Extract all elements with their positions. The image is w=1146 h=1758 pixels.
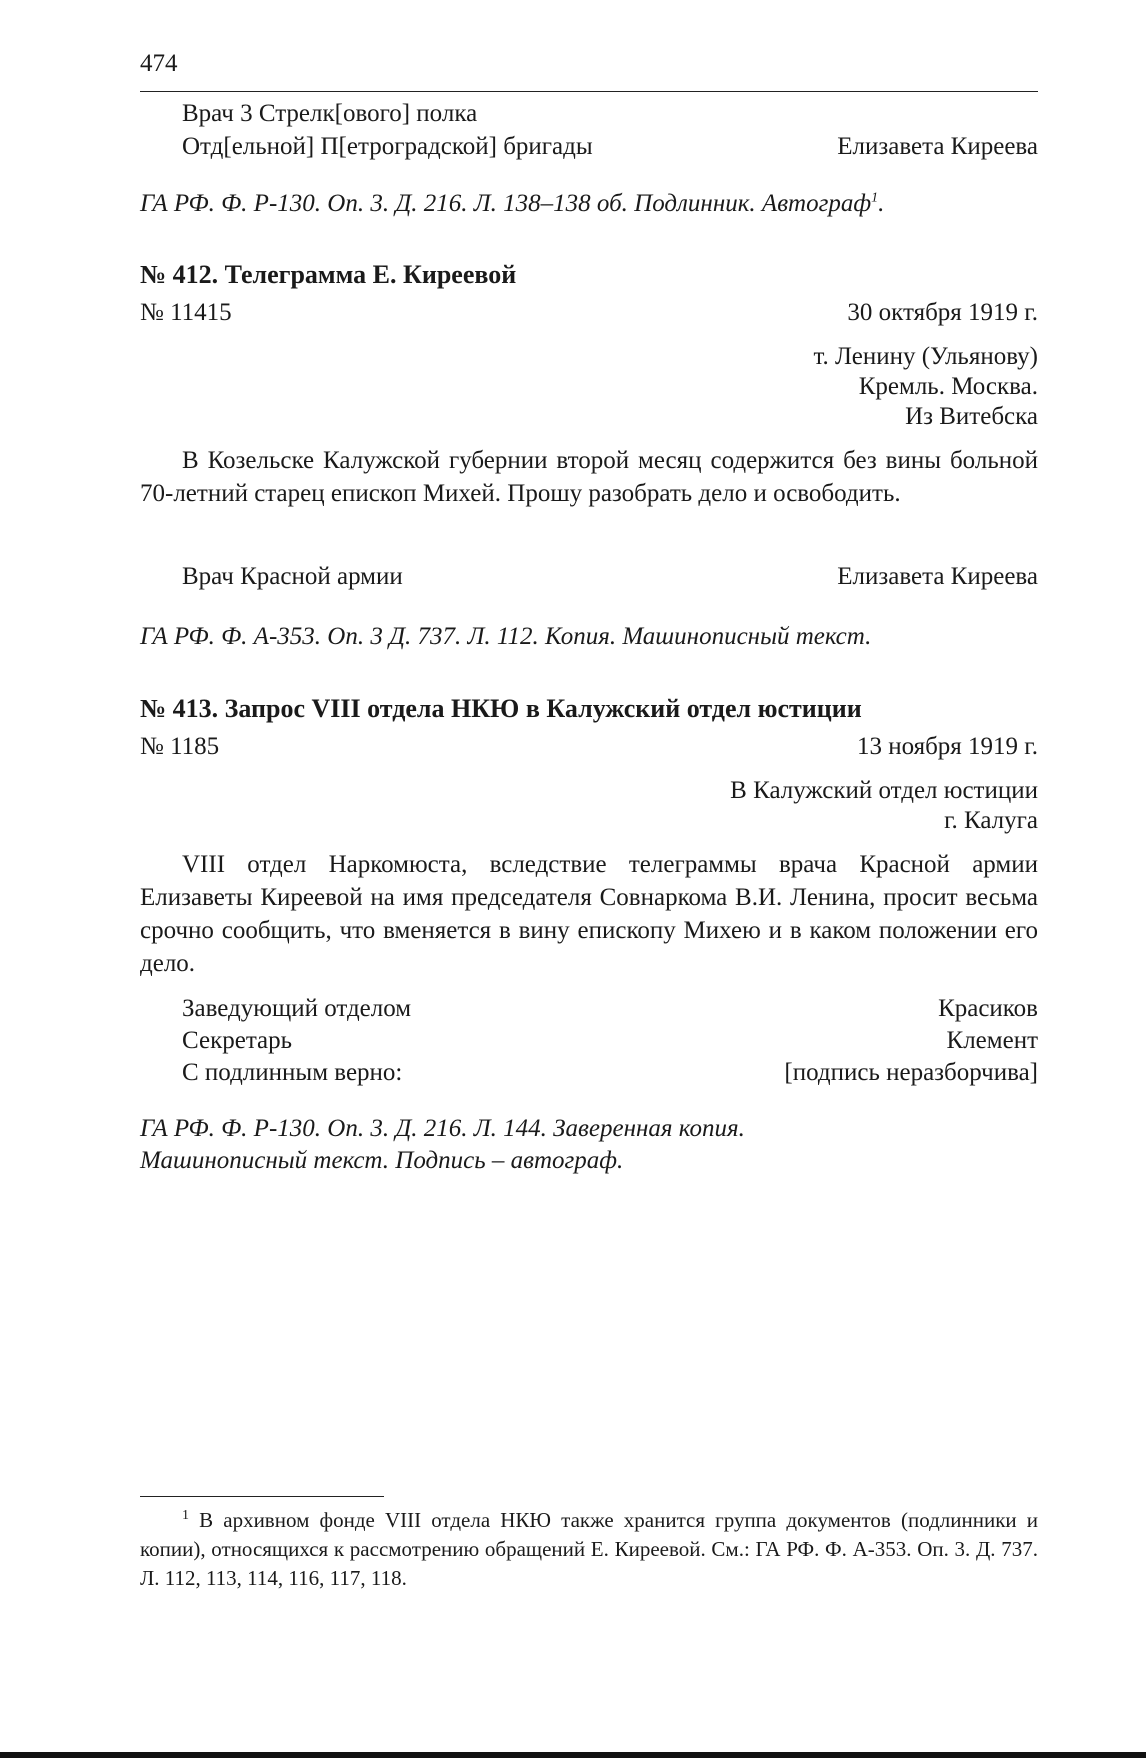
- footnote-text: В архивном фонде VIII отдела НКЮ также хранится группа документов (подлинники и копии), относящихся к рассмотрению обращений Е. Киреевой. См.: ГА РФ. Ф. А-353. Оп. 3. Д. 737. Л. 112, 113, 114, 116, 117, 118.: [140, 1508, 1039, 1590]
- prev-archive-source: ГА РФ. Ф. Р-130. Оп. 3. Д. 216. Л. 138–138 об. Подлинник. Автограф$^1$.: [140, 190, 885, 217]
- doc412-body: В Козельске Калужской губернии второй месяц содержится без вины больной 70-летний старец епископ Михей. Прошу разобрать дело и освободить.: [140, 447, 1038, 507]
- doc412-title: № 412. Телеграмма Е. Киреевой: [140, 260, 517, 289]
- doc413-addressee-2: г. Калуга: [944, 807, 1038, 834]
- doc413-number: № 1185: [140, 733, 220, 760]
- doc413-sig2-name: Клемент: [946, 1027, 1038, 1054]
- footnote-ref: 1: [871, 190, 879, 206]
- doc413-signature-1: [182, 992, 1038, 1025]
- doc413-addressee-1: В Калужский отдел юстиции: [730, 777, 1038, 804]
- doc412-meta: [140, 296, 1038, 329]
- doc413-sig1-name: Красиков: [938, 995, 1038, 1022]
- doc413-sig3-name: [подпись неразборчива]: [784, 1059, 1038, 1086]
- header-rule: [140, 91, 1038, 92]
- doc413-signature-2: [182, 1024, 1038, 1057]
- doc413-archive-source-2: Машинописный текст. Подпись – автограф.: [140, 1147, 624, 1174]
- prev-signature-row: [182, 130, 1038, 163]
- doc412-addressee-3: Из Витебска: [905, 403, 1038, 430]
- doc413-sig2-position: Секретарь: [182, 1027, 293, 1054]
- doc412-number: № 11415: [140, 299, 232, 326]
- doc412-addressee-2: Кремль. Москва.: [858, 373, 1038, 400]
- doc413-signature-3: [182, 1056, 1038, 1089]
- doc413-body: VIII отдел Наркомюста, вследствие телеграммы врача Красной армии Елизаветы Киреевой на имя председателя Совнаркома В.И. Ленина, просит весьма срочно сообщить, что вменяется в вину епископу Михею и в каком положении его дело.: [140, 851, 1038, 977]
- prev-source-text: ГА РФ. Ф. Р-130. Оп. 3. Д. 216. Л. 138–138 об. Подлинник. Автограф: [140, 190, 872, 217]
- doc412-addressee-1: т. Ленину (Ульянову): [813, 343, 1038, 370]
- doc412-date: 30 октября 1919 г.: [847, 299, 1038, 326]
- doc412-archive-source: ГА РФ. Ф. А-353. Оп. 3 Д. 737. Л. 112. Копия. Машинописный текст.: [140, 623, 872, 650]
- doc413-meta: [140, 730, 1038, 763]
- doc412-signer-position: Врач Красной армии: [182, 563, 403, 590]
- prev-signer-position-2: Отд[ельной] П[етроградской] бригады: [182, 133, 593, 160]
- doc413-sig1-position: Заведующий отделом: [182, 995, 412, 1022]
- page-number: 474: [140, 50, 178, 77]
- doc413-title: № 413. Запрос VIII отдела НКЮ в Калужский отдел юстиции: [140, 694, 862, 723]
- footnote-marker: 1: [182, 1508, 189, 1523]
- scan-edge: [0, 1752, 1146, 1758]
- doc413-date: 13 ноября 1919 г.: [856, 733, 1038, 760]
- doc412-signature: [182, 560, 1038, 593]
- footnote: [140, 1506, 1038, 1593]
- footnote-rule: [140, 1496, 384, 1497]
- prev-signer-position-1: Врач 3 Стрелк[ового] полка: [182, 100, 478, 127]
- doc412-signer-name: Елизавета Киреева: [837, 563, 1038, 590]
- page: [140, 0, 1038, 1758]
- doc413-archive-source-1: ГА РФ. Ф. Р-130. Оп. 3. Д. 216. Л. 144. Заверенная копия.: [140, 1115, 745, 1142]
- prev-signer-name: Елизавета Киреева: [837, 133, 1038, 160]
- doc413-sig3-position: С подлинным верно:: [182, 1059, 403, 1086]
